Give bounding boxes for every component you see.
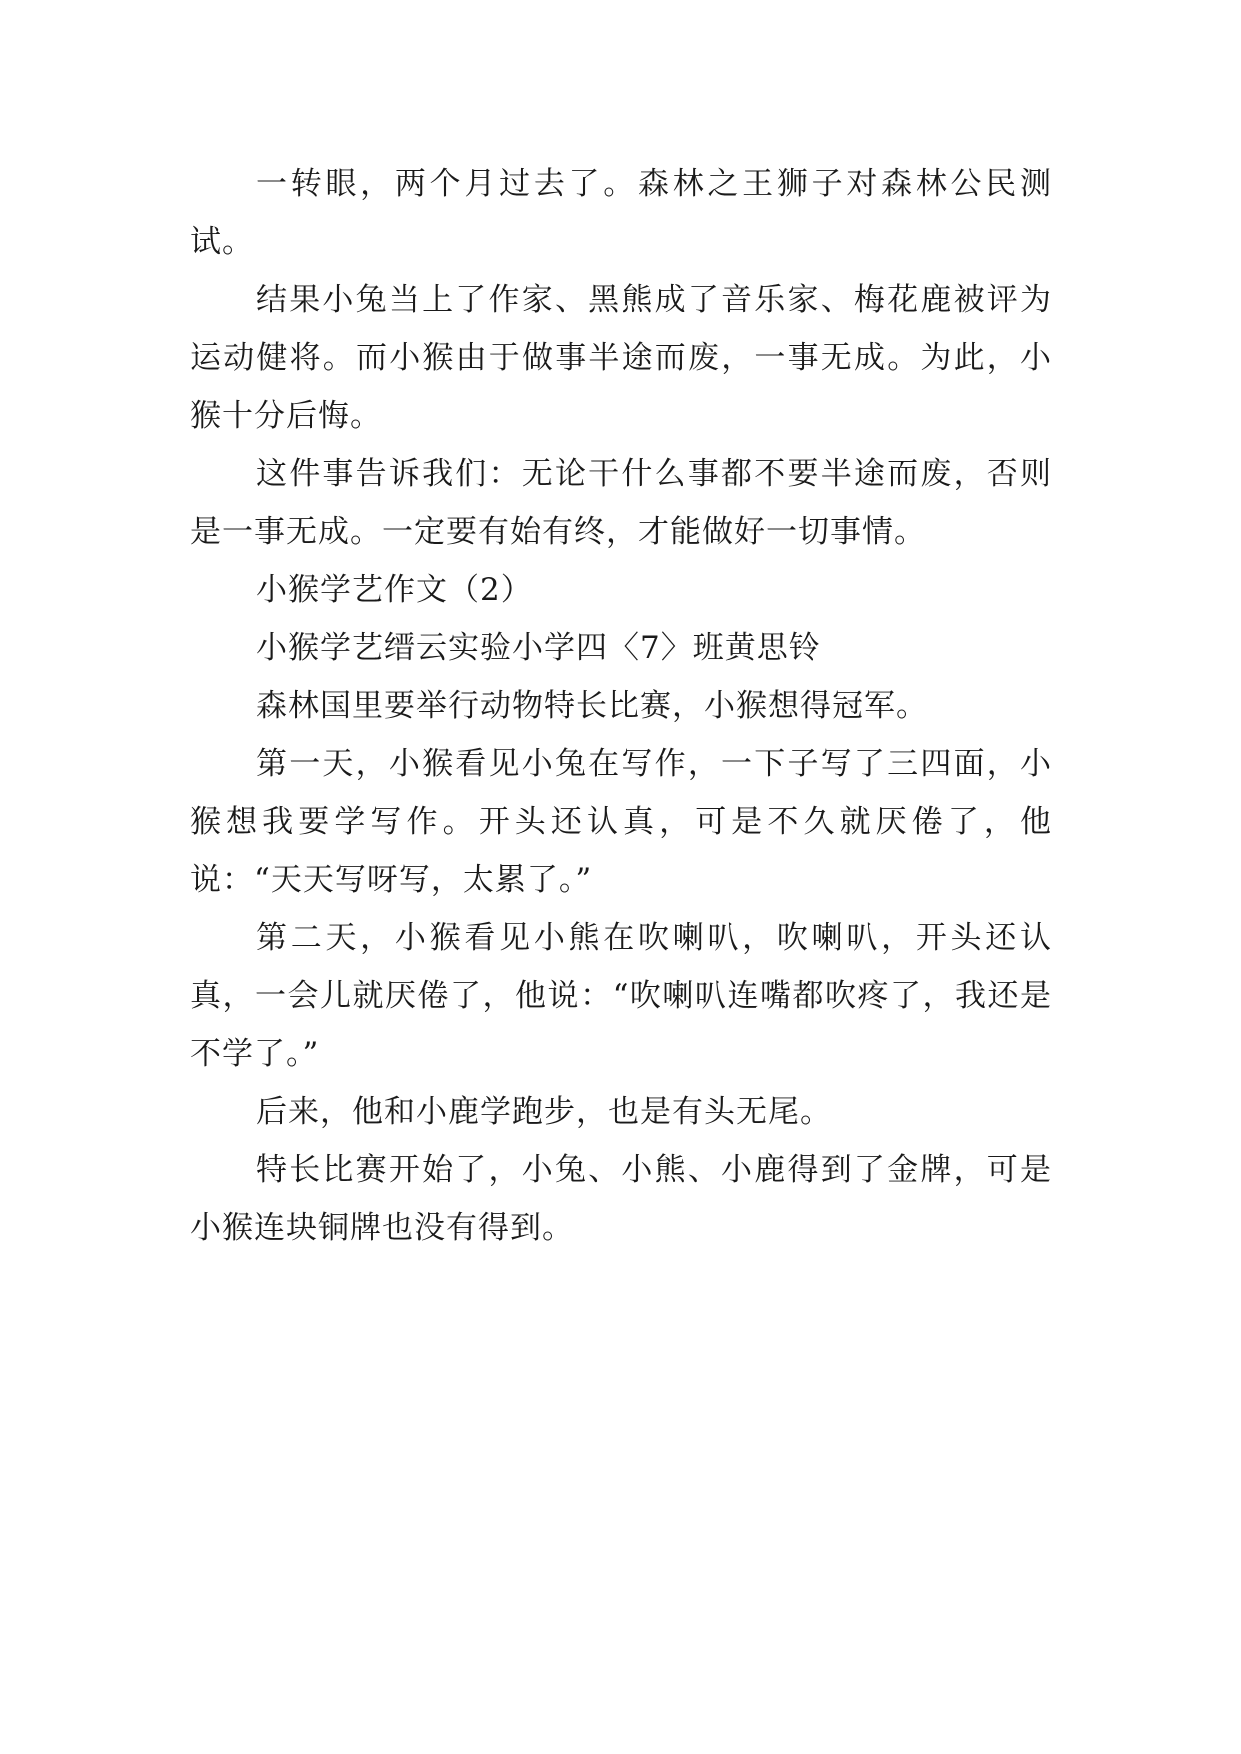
paragraph: 特长比赛开始了，小兔、小熊、小鹿得到了金牌，可是小猴连块铜牌也没有得到。 xyxy=(190,1152,1052,1246)
paragraph: 这件事告诉我们：无论干什么事都不要半途而废，否则是一事无成。一定要有始有终，才能做好一切事情。 xyxy=(190,456,1052,550)
paragraph: 后来，他和小鹿学跑步，也是有头无尾。 xyxy=(256,1094,832,1130)
essay-title: 小猴学艺作文（2） xyxy=(256,572,533,608)
paragraph: 第二天，小猴看见小熊在吹喇叭，吹喇叭，开头还认真，一会儿就厌倦了，他说：“吹喇叭连嘴都吹疼了，我还是不学了。” xyxy=(190,920,1052,1072)
paragraph: 森林国里要举行动物特长比赛，小猴想得冠军。 xyxy=(256,688,928,724)
paragraph: 一转眼，两个月过去了。森林之王狮子对森林公民测试。 xyxy=(190,166,1052,260)
paragraph: 结果小兔当上了作家、黑熊成了音乐家、梅花鹿被评为运动健将。而小猴由于做事半途而废，一事无成。为此，小猴十分后悔。 xyxy=(190,282,1052,434)
document-body xyxy=(190,155,1052,1257)
essay-byline: 小猴学艺缙云实验小学四〈7〉班黄思铃 xyxy=(256,630,821,666)
paragraph: 第一天，小猴看见小兔在写作，一下子写了三四面，小猴想我要学写作。开头还认真，可是不久就厌倦了，他说：“天天写呀写，太累了。” xyxy=(190,746,1052,898)
